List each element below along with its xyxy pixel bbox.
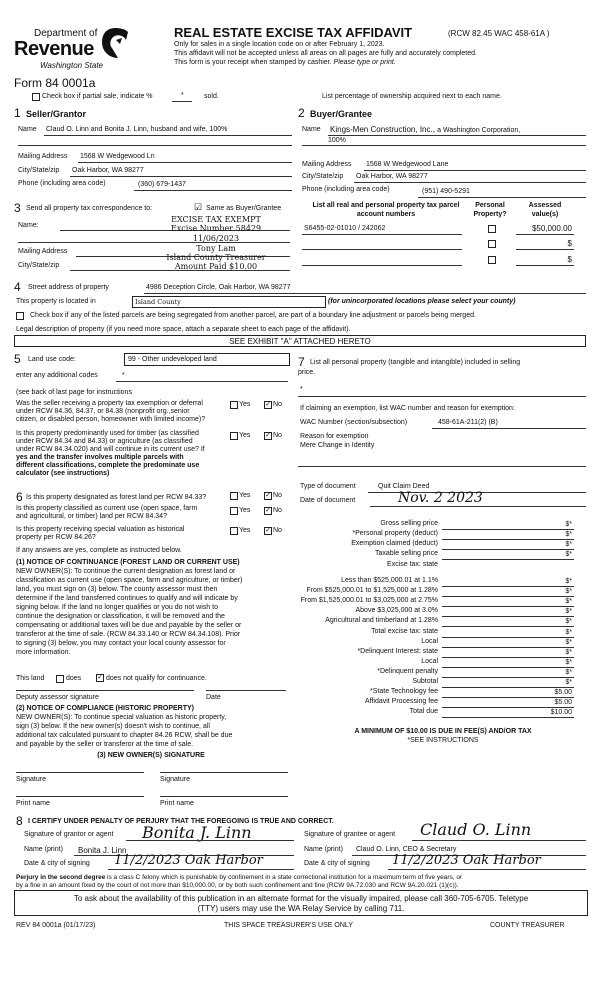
notice-line: signing below. If the land no longer qualifies or you do not wish to: [16, 604, 218, 611]
ownership-note: List percentage of ownership acquired next to each name.: [322, 93, 502, 100]
seller-phone[interactable]: (360) 679-1437: [138, 181, 186, 188]
legal-description-field[interactable]: [14, 335, 586, 347]
seller-phone-line: [134, 190, 292, 191]
parcel-personal-checkbox[interactable]: [488, 256, 496, 264]
parcel-value[interactable]: $50,000.00: [531, 224, 572, 233]
header-line-3: This form is your receipt when stamped by cashier. Please type or print.: [174, 59, 396, 66]
notice-continuance-title: (1) NOTICE OF CONTINUANCE (FOREST LAND OR CURRENT USE): [16, 559, 240, 566]
yes-label: Yes: [239, 432, 251, 439]
tax-line: [442, 717, 574, 718]
see-back: (see back of last page for instructions: [16, 389, 132, 396]
notice-line: to signing (3) below, you may contact your local county assessor for: [16, 640, 226, 647]
owner-signature-line-1: [16, 772, 144, 773]
sec3-city-label: City/State/zip: [18, 262, 60, 269]
buyer-name-1[interactable]: Kings-Men Construction, Inc., a Washington Corporation,: [330, 125, 521, 134]
partial-sale-label: Check box if partial sale, indicate %: [42, 93, 153, 100]
tax-line: [442, 647, 574, 648]
no-label: No: [273, 401, 282, 408]
grantee-date-label: Date & city of signing: [304, 860, 370, 867]
tax-label: From $1,525,000.01 to $3,025,000 at 2.75%: [300, 597, 438, 604]
tax-line: [442, 616, 574, 617]
tax-line: [442, 586, 574, 587]
landuse-label: Land use code:: [28, 356, 76, 363]
perjury-line-1: Perjury in the second degree is a class C felony which is punishable by confinement in a state correctional institution for a maximum term of five years, or: [16, 874, 463, 881]
tax-value[interactable]: $*: [565, 588, 572, 595]
sec6-q1-no-checkbox[interactable]: ✓: [265, 492, 271, 499]
buyer-city-line: [354, 182, 586, 183]
tax-label: Agricultural and timberland at 1.28%: [325, 617, 438, 624]
tax-value[interactable]: $*: [565, 679, 572, 686]
tax-line: [442, 657, 574, 658]
buyer-name-label: Name: [302, 126, 321, 133]
tax-line: [442, 529, 574, 530]
grantor-name-label: Name (print): [24, 846, 63, 853]
owner-signature-line-2: [160, 772, 288, 773]
tax-label: *Personal property (deduct): [352, 530, 438, 537]
notice-line: NEW OWNER(S): To continue special valuation as historic property,: [16, 714, 227, 721]
sec6-if-any: If any answers are yes, complete as instructed below.: [16, 547, 182, 554]
legal-description: SEE EXHIBIT "A" ATTACHED HERETO: [229, 337, 371, 346]
sec6-q3-line: Is this property receiving special valuation as historical: [16, 526, 185, 533]
no-label: No: [273, 527, 282, 534]
q-timber-line: yes and the transfer involves multiple parcels with: [16, 454, 184, 461]
tax-value[interactable]: $*: [565, 618, 572, 625]
see-instructions: *SEE INSTRUCTIONS: [407, 737, 479, 744]
yes-label: Yes: [239, 507, 251, 514]
tax-label: Total excise tax: state: [371, 628, 438, 635]
grantor-signature-label: Signature of grantor or agent: [24, 831, 114, 838]
parcel-personal-checkbox[interactable]: [488, 240, 496, 248]
sec6-q3-yes-checkbox[interactable]: [230, 527, 238, 535]
tax-value[interactable]: $*: [565, 531, 572, 538]
no-label: No: [273, 432, 282, 439]
notice-line: classification as current use (open space, farm and agriculture, or timber): [16, 577, 243, 584]
parcel-number[interactable]: S6455-02-01010 / 242062: [304, 225, 386, 232]
parcel-line: [302, 249, 462, 250]
stamp-line-6: Amount Paid $10.00: [174, 262, 258, 271]
sec6-q2-line: and agricultural, or timber) land per RCW 84.34?: [16, 513, 167, 520]
tax-label: *Delinquent penalty: [377, 668, 438, 675]
grantee-name[interactable]: Claud O. Linn, CEO & Secretary: [356, 846, 457, 853]
land-does-label: does: [66, 675, 82, 682]
notice-line: transferor at the time of sale. (RCW 84.33.140 or RCW 84.34.108). Prior: [16, 631, 241, 638]
stamp-line-2: Excise Number 58429: [170, 224, 262, 233]
doctype-label: Type of document: [300, 483, 356, 490]
tax-value[interactable]: $10.00: [550, 709, 572, 716]
parcels-col-personal: Personal Property?: [473, 202, 507, 218]
sec3-mail-label: Mailing Address: [18, 248, 68, 255]
grantor-date-label: Date & city of signing: [24, 860, 90, 867]
grantee-date-line: [388, 869, 586, 870]
deputy-signature-line: [16, 690, 194, 691]
deputy-date-line: [206, 690, 286, 691]
buyer-name-2[interactable]: 100%: [328, 137, 346, 144]
tax-value[interactable]: $*: [565, 659, 572, 666]
grantor-signature-line: [126, 840, 294, 841]
buyer-phone[interactable]: (951) 490-5291: [422, 188, 470, 195]
tax-value[interactable]: $*: [565, 598, 572, 605]
buyer-name-line-2: [302, 145, 586, 146]
seller-number: 1: [14, 106, 21, 120]
parcel-personal-checkbox[interactable]: [488, 225, 496, 233]
notice-line: determine if the land transferred continues to qualify and will indicate by: [16, 595, 238, 602]
buyer-city-label: City/State/zip: [302, 173, 344, 180]
tax-label: Taxable selling price: [374, 550, 438, 557]
buyer-mail-label: Mailing Address: [302, 161, 352, 168]
q-timber-yes-checkbox[interactable]: [230, 432, 238, 440]
grantor-signature[interactable]: Bonita J. Linn: [142, 823, 252, 842]
grantee-name-label: Name (print): [304, 846, 343, 853]
buyer-city[interactable]: Oak Harbor, WA 98277: [356, 173, 428, 180]
grantee-signature[interactable]: Claud O. Linn: [420, 820, 532, 839]
buyer-mail[interactable]: 1568 W Wedgewood Lane: [366, 161, 449, 168]
segregation-label: Check box if any of the listed parcels are being segregated from another parcel, are part of a boundary line adjustment or parcels being merged.: [30, 312, 476, 319]
seller-phone-label: Phone (including area code): [18, 180, 106, 187]
q-exemption-yes-checkbox[interactable]: [230, 401, 238, 409]
deputy-date-label: Date: [206, 694, 221, 701]
q-exemption-line: Was the seller receiving a property tax exemption or deferral: [16, 400, 203, 407]
deputy-signature-label: Deputy assessor signature: [16, 694, 99, 701]
landuse-value: 99 - Other undeveloped land: [128, 356, 217, 363]
land-does-not-checkbox[interactable]: ✓: [97, 674, 103, 681]
tax-line: [442, 626, 574, 627]
reason-value[interactable]: Mere Change in Identity: [300, 442, 375, 449]
wac-line: [432, 428, 586, 429]
partial-sale-pct[interactable]: *: [181, 92, 184, 99]
notice-line: continue the designation or classification, it will be removed and the: [16, 613, 225, 620]
parcel-value[interactable]: $: [567, 239, 572, 248]
header-line-2: This affidavit will not be accepted unless all areas on all pages are fully and accurately completed.: [174, 50, 477, 57]
q-timber-line: Is this property predominantly used for timber (as classified: [16, 430, 199, 437]
tax-label: Local: [421, 658, 438, 665]
parcel-line: [302, 234, 462, 235]
tax-label: Gross selling price: [380, 520, 438, 527]
q-timber-line: under RCW 84.34.020) and will continue in its current use? If: [16, 446, 205, 453]
tax-value[interactable]: $*: [565, 541, 572, 548]
doctype-value[interactable]: Quit Claim Deed: [378, 483, 430, 490]
perjury-line-2: by a fine in an amount fixed by the court of not more than $10,000.00, or by both such confinement and fine (RCW 9A.72.030 and RCW 9A.20.021 (1)(c)).: [16, 882, 459, 889]
seller-mail-label: Mailing Address: [18, 153, 68, 160]
buyer-name-line: [328, 135, 586, 136]
logo-revenue: Revenue: [14, 38, 94, 60]
located-label: This property is located in: [16, 298, 96, 305]
docdate-value[interactable]: Nov. 2 2023: [398, 490, 483, 506]
q-timber-no-checkbox[interactable]: ✓: [265, 432, 271, 439]
partial-sale-line: [172, 101, 192, 102]
tax-label: Less than $525,000.01 at 1.1%: [341, 577, 438, 584]
sec6-q1: Is this property designated as forest land per RCW 84.33?: [26, 494, 207, 501]
land-does-checkbox[interactable]: [56, 675, 64, 683]
seller-mail[interactable]: 1568 W Wedgewood Ln: [80, 153, 155, 160]
reason-line: [298, 466, 586, 467]
tax-value[interactable]: $5.00: [554, 699, 572, 706]
sec8-number: 8: [16, 814, 23, 828]
tax-value[interactable]: $*: [565, 639, 572, 646]
tax-label: *Delinquent Interest: state: [357, 648, 438, 655]
tax-line: [442, 559, 574, 560]
no-label: No: [273, 507, 282, 514]
q-timber-line: calculator (see instructions): [16, 470, 110, 477]
wac-label: WAC Number (section/subsection): [300, 419, 408, 426]
grantor-name[interactable]: Bonita J. Linn: [78, 846, 127, 855]
stamp-line-4: Tony Lam: [196, 244, 236, 253]
owner-signature-label-1: Signature: [16, 776, 46, 783]
segregation-checkbox[interactable]: [16, 312, 24, 320]
tax-line: [442, 707, 574, 708]
sec3-number: 3: [14, 201, 21, 215]
tax-line: [442, 697, 574, 698]
reason-label: Reason for exemption: [300, 433, 369, 440]
tax-line: [442, 677, 574, 678]
stamp-line-3: 11/06/2023: [192, 234, 240, 243]
sec3-name-label: Name:: [18, 222, 39, 229]
buyer-phone-label: Phone (including area code): [302, 186, 390, 193]
owner-print-label-2: Print name: [160, 800, 194, 807]
tax-line: [442, 687, 574, 688]
legal-label: Legal description of property (if you need more space, attach a separate sheet to each page of the affidavit).: [16, 326, 351, 333]
seller-name-line: [44, 135, 292, 136]
county-treasurer: COUNTY TREASURER: [490, 922, 565, 929]
q-exemption-line: citizen, or disabled person, homeowner with limited income)?: [16, 416, 206, 423]
stamp-line-5: Island County Treasurer: [166, 253, 266, 262]
owner-print-line-2: [160, 796, 288, 797]
tax-line: [442, 637, 574, 638]
seller-city-line: [70, 176, 292, 177]
revenue-logo-icon: [100, 26, 130, 60]
buyer-heading: Buyer/Grantee: [310, 109, 373, 119]
sec4-number: 4: [14, 280, 21, 294]
q-timber-line: under RCW 84.34 and 84.33) or agriculture (as classified: [16, 438, 193, 445]
parcel-value-line: [516, 265, 574, 266]
tax-value[interactable]: $*: [565, 669, 572, 676]
tax-label: Subtotal: [412, 678, 438, 685]
grantee-date[interactable]: 11/2/2023 Oak Harbor: [392, 853, 541, 868]
tax-label: *State Technology fee: [370, 688, 438, 695]
certification: I CERTIFY UNDER PENALTY OF PERJURY THAT THE FOREGOING IS TRUE AND CORRECT.: [28, 818, 334, 825]
land-does-not-label: does not qualify for continuance.: [106, 675, 207, 682]
tax-value[interactable]: $*: [565, 551, 572, 558]
partial-sale-checkbox[interactable]: [32, 93, 40, 101]
yes-label: Yes: [239, 527, 251, 534]
logo-department: Department of: [34, 28, 98, 39]
tax-line: [442, 606, 574, 607]
notice-line: compensating or additional taxes will be due and payable by the seller or: [16, 622, 242, 629]
q-exemption-no-checkbox[interactable]: ✓: [265, 401, 271, 408]
additional-codes-value[interactable]: *: [122, 372, 125, 379]
sec7-asterisk: *: [300, 386, 303, 393]
grantee-signature-label: Signature of grantee or agent: [304, 831, 396, 838]
notice-line: additional tax calculated pursuant to chapter 84.26 RCW, shall be due: [16, 732, 233, 739]
buyer-mail-line: [364, 170, 586, 171]
buyer-number: 2: [298, 106, 305, 120]
additional-codes-line: [116, 381, 288, 382]
tax-value[interactable]: $*: [565, 578, 572, 585]
sec7-line-1: [298, 396, 586, 397]
alt-format-line-1: To ask about the availability of this publication in an alternate format for the visually impaired, please call 360-705-6705. Teletype: [73, 894, 529, 903]
seller-city[interactable]: Oak Harbor, WA 98277: [72, 167, 144, 174]
tax-label: Excise tax: state: [387, 561, 438, 568]
docdate-label: Date of document: [300, 497, 356, 504]
notice-line: NEW OWNER(S): To continue the current designation as forest land or: [16, 568, 236, 575]
q-timber-line: different classifications, complete the predominate use: [16, 462, 200, 469]
logo-state: Washington State: [40, 61, 104, 70]
sec6-q3-no-checkbox[interactable]: ✓: [265, 527, 271, 534]
tax-value[interactable]: $*: [565, 521, 572, 528]
same-as-buyer-checkbox[interactable]: ☑: [194, 202, 203, 212]
wac-number[interactable]: 458-61A-211(2) (B): [438, 419, 498, 426]
notice-compliance-title: (2) NOTICE OF COMPLIANCE (HISTORIC PROPERTY): [16, 705, 194, 712]
seller-name[interactable]: Claud O. Linn and Bonita J. Linn, husband and wife, 100%: [46, 126, 228, 133]
tax-value[interactable]: $*: [565, 649, 572, 656]
new-owner-signature-title: (3) NEW OWNER(S) SIGNATURE: [97, 752, 205, 759]
owner-signature-label-2: Signature: [160, 776, 190, 783]
sec6-q1-yes-checkbox[interactable]: [230, 492, 238, 500]
parcels-col-numbers: List all real and personal property tax parcel account numbers: [312, 202, 460, 218]
tax-value[interactable]: $*: [565, 629, 572, 636]
street-line: [144, 293, 586, 294]
located-note: (for unincorporated locations please select your county): [328, 298, 516, 305]
same-as-buyer-label: Same as Buyer/Grantee: [206, 205, 282, 212]
sec7-label: List all personal property (tangible and intangible) included in selling: [310, 359, 521, 366]
stamp-line-1: EXCISE TAX EXEMPT: [171, 215, 261, 224]
buyer-phone-line: [418, 197, 586, 198]
sec3-label: Send all property tax correspondence to:: [26, 205, 153, 212]
parcel-value-line: [516, 234, 574, 235]
tax-label: From $525,000.01 to $1,525,000 at 1.28%: [306, 587, 438, 594]
parcels-col-assessed: Assessed value(s): [528, 202, 562, 218]
rev-number: REV 84 0001a (01/17/23): [16, 922, 96, 929]
owner-print-line-1: [16, 796, 144, 797]
sec6-q3-line: property per RCW 84.26?: [16, 534, 96, 541]
docdate-line: [370, 506, 586, 507]
tax-label: Affidavit Processing fee: [364, 698, 438, 705]
yes-label: Yes: [239, 492, 251, 499]
tax-line: [442, 539, 574, 540]
county-value: Island County: [135, 298, 181, 306]
seller-heading: Seller/Grantor: [26, 109, 87, 119]
alt-format-box: [14, 890, 588, 916]
q-exemption-line: under RCW 84.36, 84.37, or 84.38 (nonprofit org.,senior: [16, 408, 190, 415]
sec7-label-2: price.: [298, 369, 316, 376]
street-address[interactable]: 4986 Deception Circle, Oak Harbor, WA 98277: [146, 284, 291, 291]
sec5-number: 5: [14, 352, 21, 366]
grantee-signature-line: [412, 840, 586, 841]
minimum-due: A MINIMUM OF $10.00 IS DUE IN FEE(S) AND/OR TAX: [354, 728, 532, 735]
tax-value[interactable]: $5.00: [554, 689, 572, 696]
notice-line: more information.: [16, 649, 71, 656]
county-select[interactable]: [132, 296, 326, 308]
seller-mail-line: [78, 162, 292, 163]
additional-codes-label: enter any additional codes: [16, 372, 98, 379]
exemption-label: If claiming an exemption, list WAC number and reason for exemption:: [300, 405, 515, 412]
tax-line: [442, 549, 574, 550]
tax-line: [442, 667, 574, 668]
tax-label: Local: [421, 638, 438, 645]
sec7-number: 7: [298, 355, 305, 369]
tax-value[interactable]: $*: [565, 608, 572, 615]
no-label: No: [273, 492, 282, 499]
tax-label: Exemption claimed (deduct): [351, 540, 438, 547]
street-label: Street address of property: [28, 284, 109, 291]
grantor-date-line: [108, 869, 294, 870]
landuse-select[interactable]: [124, 353, 290, 366]
notice-line: and payable by the seller or transferor at the time of sale.: [16, 741, 194, 748]
form-title: REAL ESTATE EXCISE TAX AFFIDAVIT: [174, 25, 413, 40]
header-line-1: Only for sales in a single location code on or after February 1, 2023.: [174, 41, 385, 48]
sec6-q2-line: Is this property classified as current use (open space, farm: [16, 505, 198, 512]
sec6-number: 6: [16, 490, 23, 504]
form-id: Form 84 0001a: [14, 76, 96, 90]
parcel-value[interactable]: $: [567, 255, 572, 264]
owner-print-label-1: Print name: [16, 800, 50, 807]
seller-city-label: City/State/zip: [18, 167, 60, 174]
sec6-q2-yes-checkbox[interactable]: [230, 507, 238, 515]
yes-label: Yes: [239, 401, 251, 408]
alt-format-line-2: (TTY) users may use the WA Relay Service by calling 711.: [197, 904, 405, 913]
sec6-q2-no-checkbox[interactable]: ✓: [265, 507, 271, 514]
treasurer-use-only: THIS SPACE TREASURER'S USE ONLY: [224, 922, 353, 929]
parcel-line: [302, 265, 462, 266]
tax-line: [442, 596, 574, 597]
form-title-ref: (RCW 82.45 WAC 458-61A ): [448, 29, 550, 38]
partial-sale-sold: sold.: [204, 93, 219, 100]
seller-name-line-2: [18, 145, 292, 146]
this-land-label: This land: [16, 675, 45, 682]
notice-line: land, you must sign on (3) below. The county assessor must then: [16, 586, 218, 593]
seller-name-label: Name: [18, 126, 37, 133]
notice-line: sign (3) below. If the new owner(s) doesn't wish to continue, all: [16, 723, 210, 730]
tax-label: Above $3,025,000 at 3.0%: [355, 607, 438, 614]
parcel-value-line: [516, 249, 574, 250]
grantor-date[interactable]: 11/2/2023 Oak Harbor: [114, 853, 263, 868]
tax-label: Total due: [409, 708, 438, 715]
